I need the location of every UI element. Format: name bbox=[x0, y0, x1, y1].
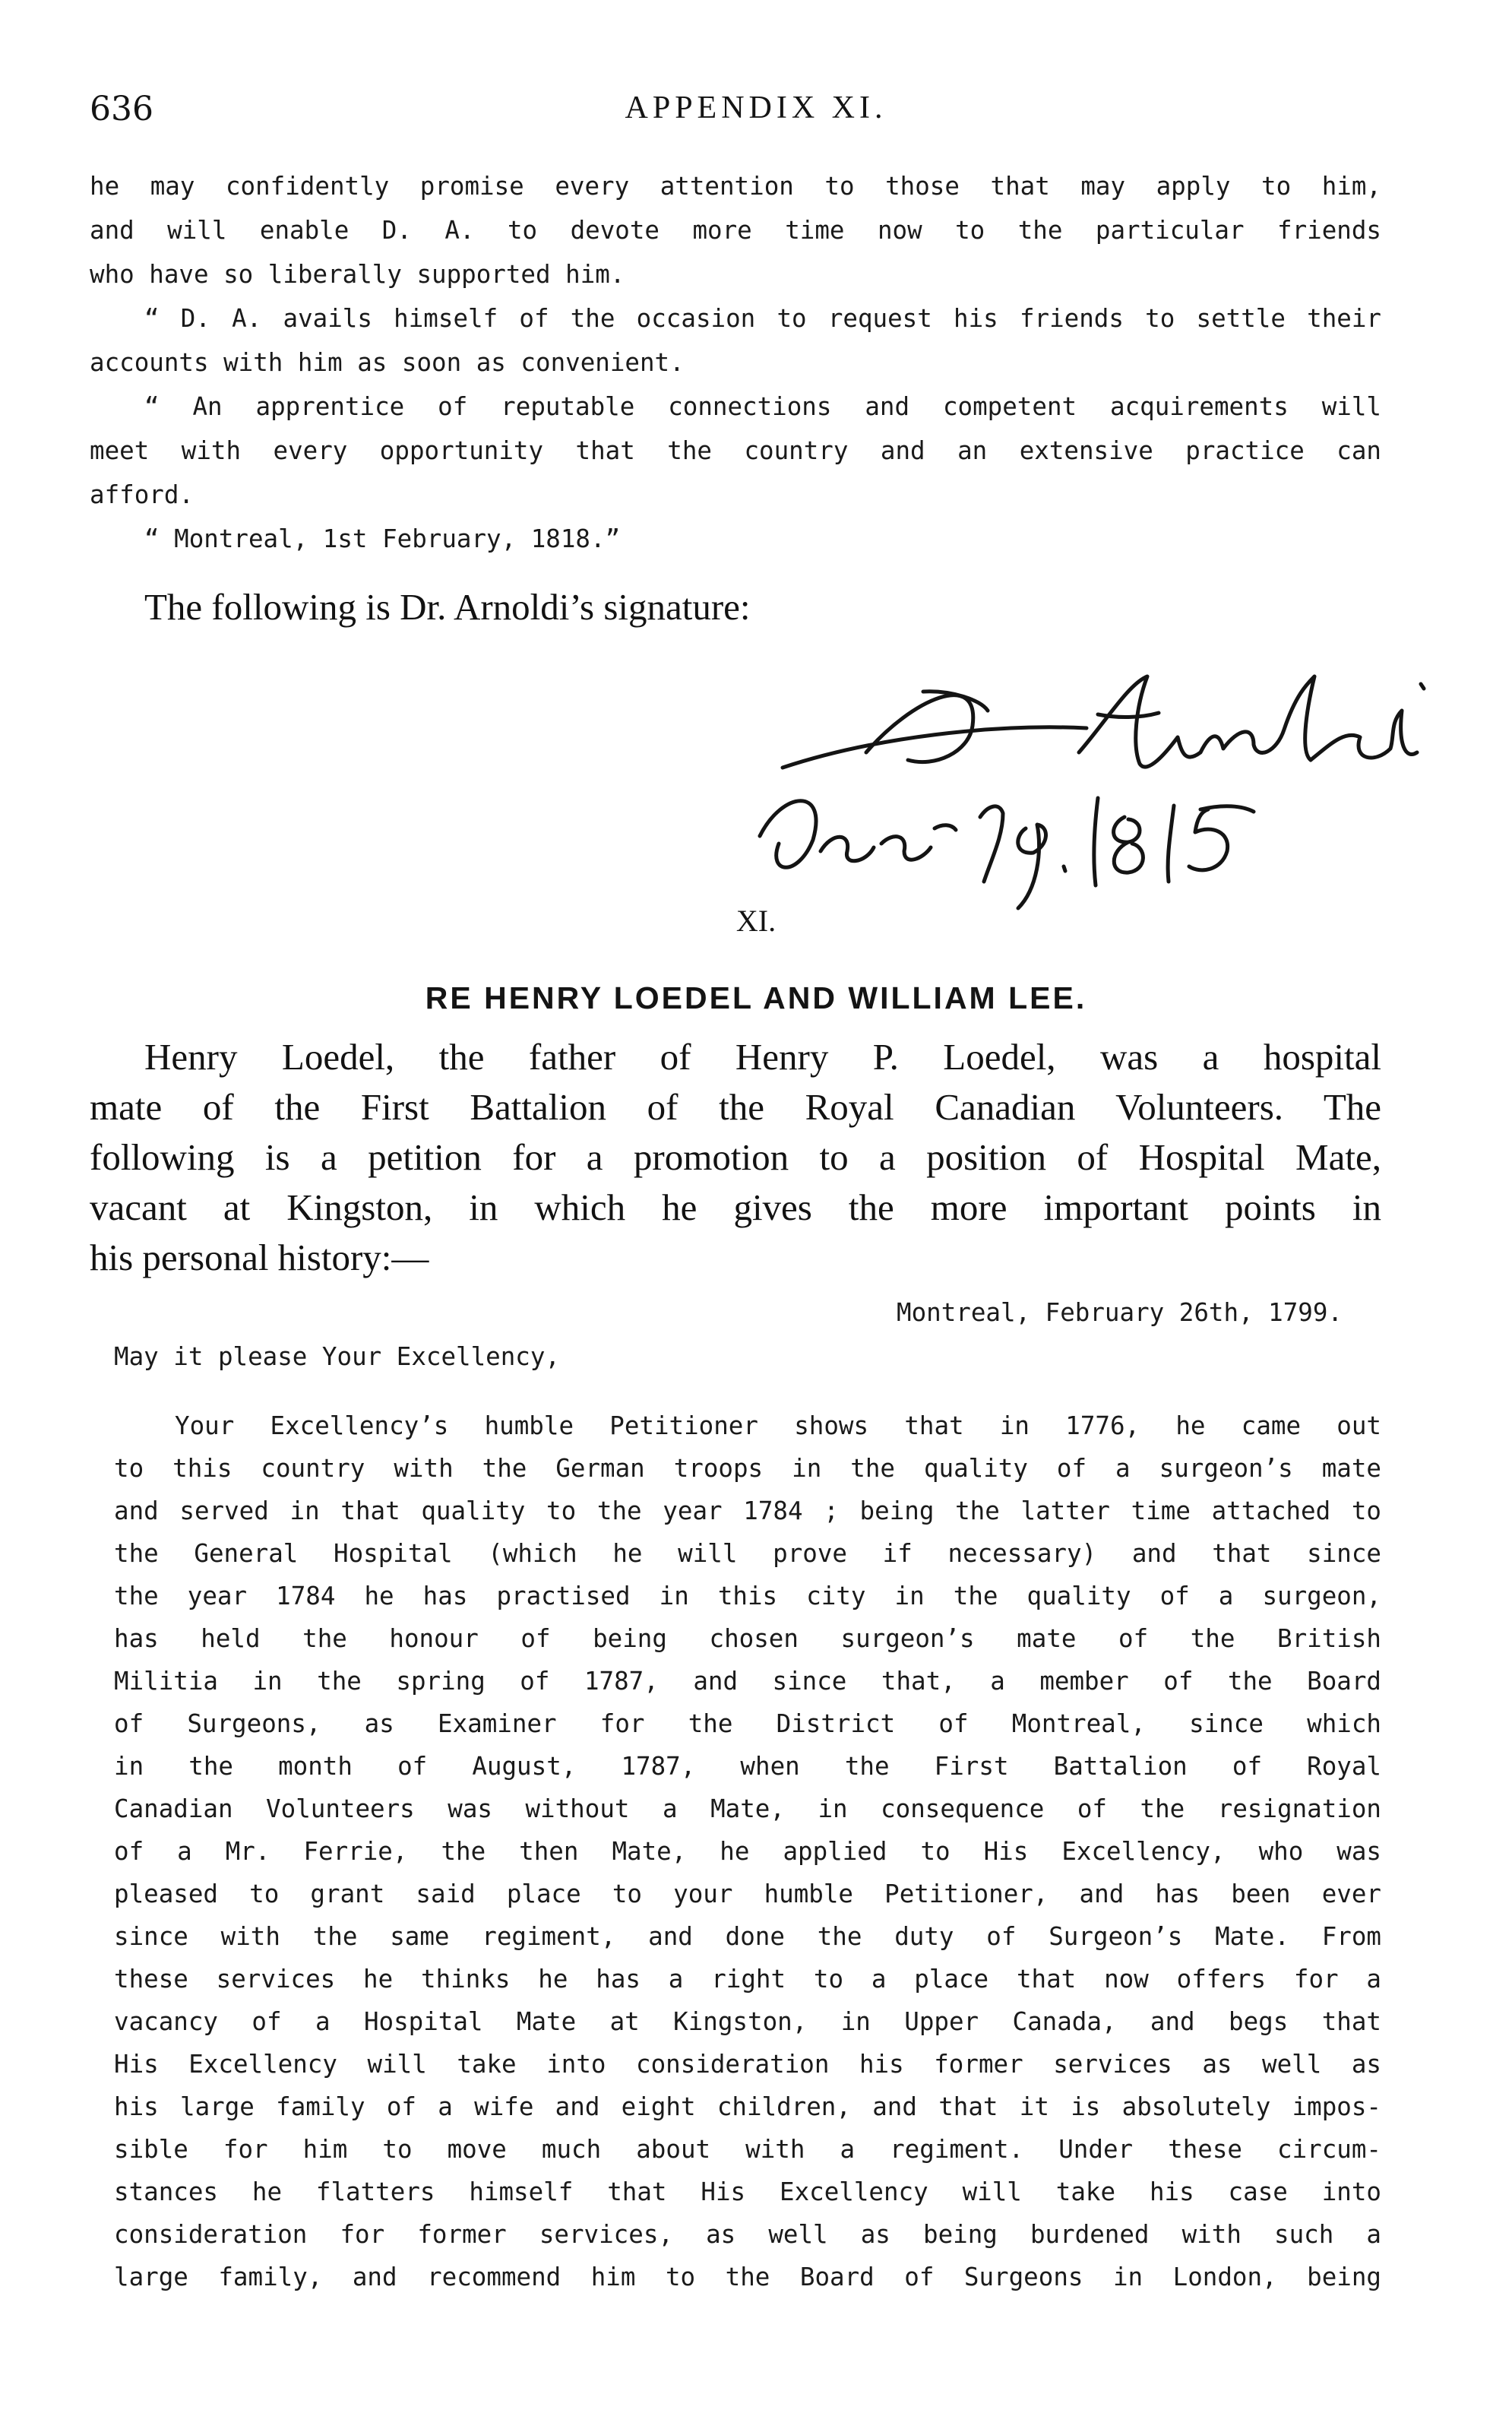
text-line: who have so liberally supported him. bbox=[90, 260, 625, 289]
running-head: APPENDIX XI. bbox=[625, 90, 887, 125]
text-line: of Surgeons, as Examiner for the District of Montreal, since which bbox=[114, 1709, 1381, 1738]
text-line: the General Hospital (which he will prove if necessary) and that since bbox=[114, 1539, 1381, 1568]
text-line: afford. bbox=[90, 480, 194, 509]
text-line: has held the honour of being chosen surgeon’s mate of the British bbox=[114, 1624, 1381, 1653]
text-line: since with the same regiment, and done the duty of Surgeon’s Mate. From bbox=[114, 1922, 1381, 1951]
text-line: large family, and recommend him to the Board of Surgeons in London, being bbox=[114, 2263, 1381, 2291]
text-line: he may confidently promise every attention to those that may apply to him, bbox=[90, 172, 1381, 201]
text-line: his large family of a wife and eight children, and that it is absolutely impos- bbox=[114, 2092, 1381, 2121]
text-line: vacancy of a Hospital Mate at Kingston, in Upper Canada, and begs that bbox=[114, 2007, 1381, 2036]
text-line: following is a petition for a promotion to a position of Hospital Mate, bbox=[90, 1136, 1381, 1178]
text-line: Militia in the spring of 1787, and since that, a member of the Board bbox=[114, 1667, 1381, 1696]
text-line: and will enable D. A. to devote more time now to the particular friends bbox=[90, 216, 1381, 245]
petition-dateline: Montreal, February 26th, 1799. bbox=[897, 1298, 1343, 1327]
text-line: mate of the First Battalion of the Royal Canadian Volunteers. The bbox=[90, 1086, 1381, 1128]
text-line: “ D. A. avails himself of the occasion to request his friends to settle their bbox=[144, 304, 1381, 333]
text-line: to this country with the German troops in the quality of a surgeon’s mate bbox=[114, 1454, 1381, 1483]
page-header bbox=[0, 90, 1512, 135]
text-line: of a Mr. Ferrie, the then Mate, he applied to His Excellency, who was bbox=[114, 1837, 1381, 1866]
text-line: in the month of August, 1787, when the First Battalion of Royal bbox=[114, 1752, 1381, 1781]
text-line: Henry Loedel, the father of Henry P. Loedel, was a hospital bbox=[144, 1036, 1381, 1078]
text-line: vacant at Kingston, in which he gives the more important points in bbox=[90, 1186, 1381, 1228]
text-line: these services he thinks he has a right to a place that now offers for a bbox=[114, 1965, 1381, 1994]
text-line: meet with every opportunity that the country and an extensive practice can bbox=[90, 436, 1381, 465]
signature-caption: The following is Dr. Arnoldi’s signature: bbox=[144, 586, 751, 628]
text-line: Your Excellency’s humble Petitioner shows that in 1776, he came out bbox=[175, 1411, 1381, 1440]
text-line: sible for him to move much about with a regiment. Under these circum- bbox=[114, 2135, 1381, 2164]
text-line: consideration for former services, as well as being burdened with such a bbox=[114, 2220, 1381, 2249]
page-number: 636 bbox=[90, 90, 153, 128]
text-line: stances he flatters himself that His Excellency will take his case into bbox=[114, 2177, 1381, 2206]
text-line: his personal history:— bbox=[90, 1237, 429, 1278]
text-line: “ Montreal, 1st February, 1818.” bbox=[144, 524, 621, 553]
text-line: pleased to grant said place to your humble Petitioner, and has been ever bbox=[114, 1880, 1381, 1908]
text-line: Canadian Volunteers was without a Mate, in consequence of the resignation bbox=[114, 1794, 1381, 1823]
text-line: His Excellency will take into consideration his former services as well as bbox=[114, 2050, 1381, 2079]
section-title: RE HENRY LOEDEL AND WILLIAM LEE. bbox=[425, 980, 1087, 1015]
text-line: the year 1784 he has practised in this city in the quality of a surgeon, bbox=[114, 1582, 1381, 1610]
section-number: XI. bbox=[735, 904, 777, 938]
text-line: and served in that quality to the year 1784 ; being the latter time attached to bbox=[114, 1496, 1381, 1525]
text-line: accounts with him as soon as convenient. bbox=[90, 348, 685, 377]
petition-salutation: May it please Your Excellency, bbox=[114, 1342, 560, 1371]
text-line: “ An apprentice of reputable connections and competent acquirements will bbox=[144, 392, 1381, 421]
handwritten-signature bbox=[752, 638, 1474, 927]
